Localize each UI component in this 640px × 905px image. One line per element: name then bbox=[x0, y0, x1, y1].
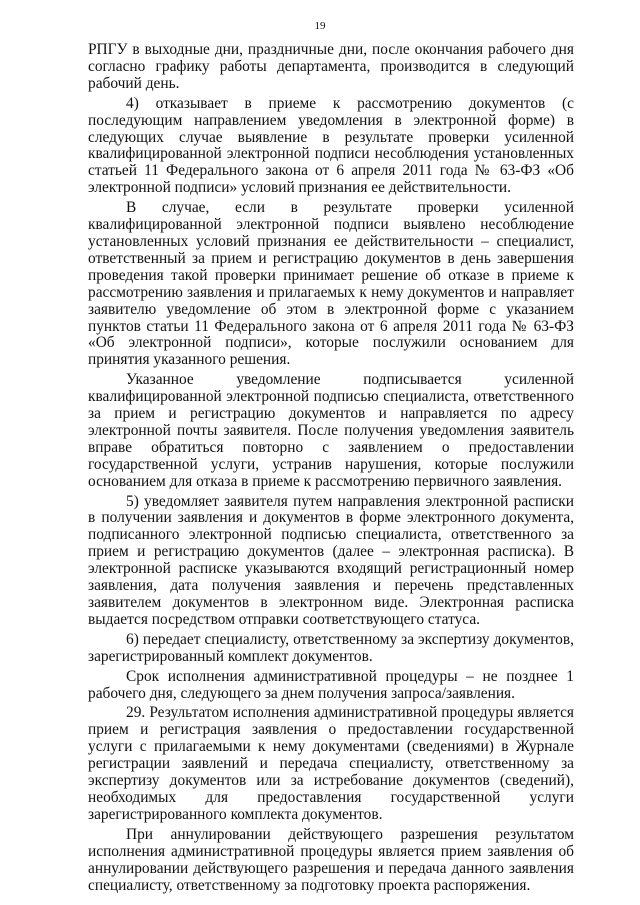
paragraph-deadline: Срок исполнения административной процедуры – не позднее 1 рабочего дня, следующего за днем получения запроса/заявления. bbox=[88, 667, 574, 702]
paragraph-annulment: При аннулировании действующего разрешения результатом исполнения административной процедуры является прием заявления об аннулировании действующего разрешения и передача данного заявления специалисту, ответственному за подготовку проекта распоряжения. bbox=[88, 825, 574, 894]
paragraph-notification: Указанное уведомление подписывается усиленной квалифицированной электронной подписью специалиста, ответственного за прием и регистрацию документов и направляется по адресу электронной почты заявителя. После получения уведомления заявитель вправе обратиться повторно с заявлением о предоставлении государственной услуги, устранив нарушения, которые послужили основанием для отказа в приеме к рассмотрению первичного заявления. bbox=[88, 371, 574, 490]
paragraph-signature-check: В случае, если в результате проверки усиленной квалифицированной электронной подписи выявлено несоблюдение установленных условий признания ее действительности – специалист, ответственный за прием и регистрацию документов в день завершения проведения такой проверки принимает решение об отказе в приеме к рассмотрению заявления и прилагаемых к нему документов и направляет заявителю уведомление об этом в электронной форме с указанием пунктов статьи 11 Федерального закона от 6 апреля 2011 года № 63-ФЗ «Об электронной подписи», которые послужили основанием для принятия указанного решения. bbox=[88, 199, 574, 369]
paragraph-item-5: 5) уведомляет заявителя путем направления электронной расписки в получении заявления и документов в форме электронного документа, подписанного электронной подписью специалиста, ответственного за прием и регистрацию документов (далее – электронная расписка). В электронной расписке указываются входящий регистрационный номер заявления, дата получения заявления и перечень представленных заявителем документов в электронном виде. Электронная расписка выдается посредством отправки соответствующего статуса. bbox=[88, 492, 574, 628]
document-body bbox=[88, 42, 574, 897]
paragraph-item-6: 6) передает специалисту, ответственному за экспертизу документов, зарегистрированный комплект документов. bbox=[88, 630, 574, 665]
paragraph-continuation: РПГУ в выходные дни, праздничные дни, после окончания рабочего дня согласно графику работы департамента, производится в следующий рабочий день. bbox=[88, 41, 574, 92]
paragraph-item-4: 4) отказывает в приеме к рассмотрению документов (с последующим направлением уведомления в электронной форме) в следующих случае выявление в результате проверки усиленной квалифицированной электронной подписи несоблюдения установленных статьей 11 Федерального закона от 6 апреля 2011 года № 63-ФЗ «Об электронной подписи» условий признания ее действительности. bbox=[88, 94, 574, 197]
paragraph-section-29: 29. Результатом исполнения административной процедуры является прием и регистрация заявления о предоставлении государственной услуги с прилагаемыми к нему документами (сведениями) в Журнале регистрации заявлений и передача специалисту, ответственному за экспертизу документов или за истребование документов (сведений), необходимых для предоставления государственной услуги зарегистрированного комплекта документов. bbox=[88, 704, 574, 823]
page-number: 19 bbox=[314, 20, 326, 32]
